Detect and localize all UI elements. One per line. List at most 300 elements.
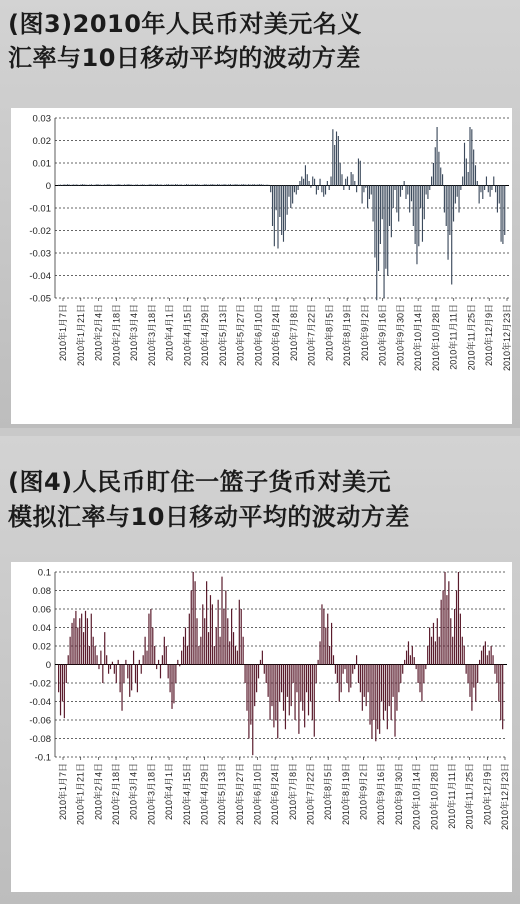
chart-1-bar bbox=[469, 127, 470, 186]
chart-1-bar bbox=[98, 184, 99, 185]
chart-2-bar bbox=[312, 665, 313, 721]
chart-2-bar bbox=[460, 614, 461, 665]
chart-2-bar bbox=[223, 609, 224, 665]
chart-1-bar bbox=[131, 185, 132, 186]
chart-2-bar bbox=[387, 665, 388, 730]
chart-1-bar bbox=[468, 172, 469, 186]
chart-1-bar bbox=[241, 184, 242, 185]
chart-1-x-tick-label: 2010年10月28日 bbox=[430, 304, 441, 372]
chart-1-bar bbox=[365, 186, 366, 188]
chart-1-bar bbox=[69, 185, 70, 186]
chart-1-bar bbox=[106, 185, 107, 186]
chart-2-bar bbox=[394, 665, 395, 737]
chart-1-bar bbox=[433, 163, 434, 186]
chart-2-bar bbox=[219, 637, 220, 665]
chart-1-bar bbox=[305, 165, 306, 185]
chart-2-bar bbox=[227, 618, 228, 664]
chart-1-bar bbox=[387, 186, 388, 276]
chart-2-bar bbox=[500, 665, 501, 721]
chart-2-bar bbox=[450, 618, 451, 664]
chart-2-bar bbox=[221, 577, 222, 665]
chart-1-bar bbox=[111, 185, 112, 186]
chart-1-bar bbox=[345, 179, 346, 186]
chart-1-bar bbox=[396, 186, 397, 213]
chart-1-bar bbox=[93, 185, 94, 186]
chart-1-bar bbox=[177, 184, 178, 185]
chart-2-bar bbox=[198, 646, 199, 665]
chart-2-bar bbox=[339, 665, 340, 702]
chart-1-bar bbox=[179, 185, 180, 186]
chart-2-bar bbox=[283, 665, 284, 711]
chart-1-bar bbox=[250, 185, 251, 186]
chart-1-bar bbox=[301, 177, 302, 186]
chart-2-bar bbox=[229, 641, 230, 664]
chart-2-bar bbox=[275, 665, 276, 721]
chart-1-bar bbox=[190, 185, 191, 186]
chart-1-bar bbox=[407, 186, 408, 195]
chart-1-bar bbox=[422, 186, 423, 242]
chart-1-x-tick-label: 2010年2月18日 bbox=[111, 304, 122, 367]
chart-2-bar bbox=[204, 618, 205, 664]
chart-1-bar bbox=[298, 186, 299, 191]
chart-1-bar bbox=[338, 136, 339, 186]
chart-2-bar bbox=[314, 665, 315, 737]
chart-1-bar bbox=[219, 184, 220, 185]
chart-2-bar bbox=[406, 651, 407, 665]
chart-2-bar bbox=[135, 665, 136, 684]
chart-1-x-tick-label: 2010年5月27日 bbox=[235, 304, 246, 367]
chart-2-bar bbox=[256, 665, 257, 693]
chart-2-bar bbox=[348, 665, 349, 693]
chart-1-svg bbox=[11, 108, 512, 424]
chart-2-bar bbox=[185, 628, 186, 665]
chart-2-bar bbox=[471, 665, 472, 711]
chart-2-bar bbox=[379, 665, 380, 734]
chart-1-x-tick-label: 2010年4月29日 bbox=[200, 304, 211, 367]
chart-1-bar bbox=[363, 186, 364, 193]
chart-1-y-tick-label: 0.02 bbox=[32, 136, 51, 147]
chart-1-bar bbox=[155, 184, 156, 185]
chart-1-bar bbox=[394, 186, 395, 191]
chart-2-bar bbox=[494, 665, 495, 674]
chart-1-bar bbox=[405, 186, 406, 200]
chart-2-bar bbox=[112, 662, 113, 665]
chart-2-bar bbox=[162, 655, 163, 664]
chart-1-bar bbox=[151, 184, 152, 185]
chart-2-bar bbox=[325, 628, 326, 665]
chart-1-bar bbox=[294, 186, 295, 193]
chart-2-bar bbox=[437, 618, 438, 664]
chart-1-bar bbox=[232, 185, 233, 186]
chart-2-bar bbox=[137, 665, 138, 693]
chart-2-bar bbox=[98, 665, 99, 670]
chart-1-bar bbox=[221, 185, 222, 186]
chart-2-bar bbox=[456, 591, 457, 665]
chart-1-bar bbox=[373, 186, 374, 222]
chart-2-bar bbox=[83, 632, 84, 664]
chart-1-bar bbox=[480, 186, 481, 193]
chart-2-bar bbox=[164, 637, 165, 665]
chart-1-x-tick-label: 2010年8月5日 bbox=[324, 304, 335, 362]
chart-2-bar bbox=[250, 665, 251, 725]
chart-2-y-tick-label: -0.04 bbox=[29, 697, 51, 708]
chart-1-bar bbox=[144, 185, 145, 186]
chart-1-bar bbox=[340, 163, 341, 186]
chart-1-bar bbox=[107, 184, 108, 185]
chart-2-bar bbox=[108, 665, 109, 674]
chart-2-x-tick-label: 2010年6月24日 bbox=[270, 763, 281, 826]
chart-2-bar bbox=[100, 651, 101, 665]
chart-2-bar bbox=[502, 665, 503, 730]
chart-1-bar bbox=[195, 184, 196, 185]
chart-2-bar bbox=[458, 572, 459, 665]
chart-1-bar bbox=[149, 184, 150, 185]
chart-2-bar bbox=[141, 665, 142, 674]
chart-2-bar bbox=[356, 655, 357, 664]
chart-2-bar bbox=[354, 665, 355, 670]
chart-1-bar bbox=[325, 186, 326, 195]
chart-2-bar bbox=[129, 665, 130, 697]
chart-1-bar bbox=[224, 184, 225, 185]
chart-2-bar bbox=[310, 665, 311, 702]
chart-1-bar bbox=[87, 185, 88, 186]
chart-2-bar bbox=[321, 604, 322, 664]
chart-2-bar bbox=[216, 628, 217, 665]
chart-1-bar bbox=[356, 186, 357, 193]
chart-2-bar bbox=[464, 646, 465, 665]
chart-2-bar bbox=[498, 665, 499, 702]
chart-1-bar bbox=[188, 184, 189, 185]
chart-2-bar bbox=[194, 581, 195, 664]
chart-2-bar bbox=[319, 641, 320, 664]
chart-1-bar bbox=[73, 184, 74, 185]
chart-2-bar bbox=[123, 665, 124, 684]
chart-2-y-tick-label: -0.08 bbox=[29, 734, 51, 745]
chart-2-bar bbox=[492, 655, 493, 664]
chart-2-bar bbox=[233, 632, 234, 664]
chart-2-bar bbox=[291, 665, 292, 707]
chart-1-bar bbox=[102, 185, 103, 186]
chart-1-bar bbox=[85, 185, 86, 186]
chart-1-bar bbox=[299, 181, 300, 186]
chart-1-bar bbox=[133, 185, 134, 186]
chart-1-bar bbox=[168, 184, 169, 185]
chart-1-bar bbox=[435, 147, 436, 185]
chart-1-bar bbox=[479, 186, 480, 204]
chart-2-x-tick-label: 2010年1月21日 bbox=[75, 763, 86, 826]
chart-1-bar bbox=[413, 186, 414, 227]
chart-2-bar bbox=[368, 665, 369, 693]
chart-2-bar bbox=[398, 665, 399, 693]
chart-1-bar bbox=[374, 186, 375, 258]
chart-2-bar bbox=[193, 572, 194, 665]
chart-2-x-tick-label: 2010年11月25日 bbox=[464, 763, 475, 830]
chart-1-bar bbox=[323, 186, 324, 197]
chart-2-bar bbox=[304, 665, 305, 728]
chart-2-y-tick-label: 0.08 bbox=[32, 586, 51, 597]
chart-1-x-tick-label: 2010年2月4日 bbox=[93, 304, 104, 362]
chart-1-bar bbox=[484, 186, 485, 191]
chart-2-bar bbox=[168, 665, 169, 679]
chart-2-bar bbox=[212, 604, 213, 664]
chart-2-bar bbox=[439, 637, 440, 665]
chart-2-bar bbox=[358, 665, 359, 684]
chart-2-bar bbox=[373, 665, 374, 721]
chart-1-bar bbox=[182, 185, 183, 186]
chart-2-bar bbox=[225, 591, 226, 665]
chart-1-bar bbox=[380, 186, 381, 245]
chart-1-x-tick-label: 2010年7月8日 bbox=[288, 304, 299, 362]
chart-2-y-tick-label: -0.02 bbox=[29, 678, 51, 690]
chart-2-bar bbox=[214, 646, 215, 665]
chart-1-x-tick-label: 2010年4月1日 bbox=[164, 304, 175, 362]
chart-1-bar bbox=[296, 186, 297, 195]
chart-1-bar bbox=[237, 184, 238, 185]
chart-2-bar bbox=[145, 637, 146, 665]
chart-2-bar bbox=[246, 665, 247, 711]
chart-1-x-tick-label: 2010年3月18日 bbox=[146, 304, 157, 367]
chart-2-bar bbox=[200, 637, 201, 665]
chart-1-bar bbox=[265, 185, 266, 186]
chart-2-svg bbox=[11, 562, 512, 892]
chart-1-bar bbox=[279, 186, 280, 218]
chart-2-bar bbox=[473, 665, 474, 688]
chart-1-bar bbox=[162, 185, 163, 186]
chart-1-x-tick-label: 2010年6月10日 bbox=[253, 304, 264, 367]
chart-1-bar bbox=[129, 184, 130, 185]
chart-2-bar bbox=[177, 660, 178, 665]
chart-1-bar bbox=[104, 184, 105, 185]
chart-1-bar bbox=[495, 186, 496, 193]
chart-1-bar bbox=[471, 129, 472, 185]
chart-1-bar bbox=[444, 186, 445, 213]
chart-1-bar bbox=[334, 145, 335, 186]
chart-1-bar bbox=[62, 185, 63, 186]
chart-2-bar bbox=[158, 660, 159, 665]
chart-1-bar bbox=[252, 184, 253, 185]
chart-1-title-line-1: (图3)2010年人民币对美元名义 bbox=[8, 10, 362, 38]
chart-2-y-tick-label: 0.04 bbox=[32, 623, 51, 634]
chart-2-bar bbox=[70, 637, 71, 665]
chart-2-bar bbox=[91, 614, 92, 665]
chart-2-bar bbox=[412, 646, 413, 665]
chart-1-bar bbox=[427, 186, 428, 200]
chart-2-bar bbox=[106, 655, 107, 664]
chart-1-bar bbox=[109, 184, 110, 185]
chart-2-bar bbox=[252, 665, 253, 756]
chart-1-x-tick-label: 2010年1月21日 bbox=[75, 304, 86, 367]
chart-2-x-tick-label: 2010年2月18日 bbox=[111, 763, 122, 826]
chart-2-bar bbox=[364, 665, 365, 697]
chart-1-bar bbox=[76, 184, 77, 185]
chart-1-bar bbox=[234, 184, 235, 185]
chart-1-x-tick-label: 2010年3月4日 bbox=[129, 304, 140, 362]
chart-1-bar bbox=[369, 186, 370, 200]
chart-2-x-tick-label: 2010年9月16日 bbox=[376, 763, 387, 826]
chart-1-bar bbox=[382, 186, 383, 220]
chart-2-bar bbox=[277, 665, 278, 739]
chart-2-bar bbox=[371, 665, 372, 739]
chart-2-bar bbox=[239, 600, 240, 665]
chart-2-x-tick-label: 2010年9月2日 bbox=[358, 763, 369, 821]
chart-1-bar bbox=[449, 186, 450, 236]
chart-1-y-tick-label: -0.05 bbox=[29, 293, 51, 305]
chart-1-bar bbox=[330, 177, 331, 186]
chart-1-y-tick-label: 0.03 bbox=[32, 113, 51, 125]
chart-1-bar bbox=[91, 184, 92, 185]
chart-2-bar bbox=[125, 660, 126, 665]
chart-2-bar bbox=[96, 655, 97, 664]
chart-1-bar bbox=[170, 185, 171, 186]
chart-1-bar bbox=[82, 184, 83, 185]
chart-1-bar bbox=[138, 185, 139, 186]
chart-1-bar bbox=[239, 185, 240, 186]
chart-2-bar bbox=[344, 665, 345, 670]
chart-2-bar bbox=[293, 665, 294, 684]
chart-1-bar bbox=[358, 159, 359, 186]
chart-1-bar bbox=[184, 185, 185, 186]
chart-2-bar bbox=[79, 618, 80, 664]
chart-1-bar bbox=[349, 186, 350, 191]
chart-1-bar bbox=[157, 184, 158, 185]
chart-2-bar bbox=[89, 646, 90, 665]
chart-1-bar bbox=[100, 185, 101, 186]
chart-2-bar bbox=[210, 595, 211, 664]
chart-1-bar bbox=[491, 186, 492, 191]
chart-1-bar bbox=[343, 186, 344, 191]
chart-1-bar bbox=[146, 185, 147, 186]
chart-2-bar bbox=[479, 660, 480, 665]
chart-2-bar bbox=[156, 665, 157, 670]
chart-2-bar bbox=[218, 600, 219, 665]
chart-1-bar bbox=[462, 177, 463, 186]
chart-1-bar bbox=[71, 185, 72, 186]
chart-1-x-tick-label: 2010年11月11日 bbox=[448, 304, 459, 370]
chart-2-bar bbox=[71, 623, 72, 665]
chart-1-bar bbox=[393, 186, 394, 209]
chart-1-bar bbox=[226, 185, 227, 186]
chart-1-bar bbox=[84, 184, 85, 185]
chart-1-bar bbox=[309, 181, 310, 186]
chart-1-bar bbox=[360, 161, 361, 186]
chart-2-y-tick-label: 0.1 bbox=[37, 567, 51, 579]
chart-2-bar bbox=[146, 651, 147, 665]
chart-1-bar bbox=[217, 184, 218, 185]
chart-2-bar bbox=[294, 665, 295, 721]
chart-1-x-tick-label: 2010年9月2日 bbox=[359, 304, 370, 362]
chart-1-bar bbox=[272, 186, 273, 227]
chart-1-bar bbox=[160, 184, 161, 185]
chart-2-bar bbox=[452, 637, 453, 665]
chart-2-bar bbox=[87, 618, 88, 664]
chart-2-bar bbox=[262, 651, 263, 665]
chart-2-bar bbox=[208, 632, 209, 664]
chart-2-bar bbox=[287, 665, 288, 697]
chart-1-bar bbox=[164, 185, 165, 186]
chart-1-bar bbox=[95, 185, 96, 186]
chart-2-x-tick-label: 2010年10月14日 bbox=[411, 763, 422, 831]
chart-2-bar bbox=[154, 646, 155, 665]
chart-2-bar bbox=[104, 632, 105, 664]
chart-1-bar bbox=[124, 184, 125, 185]
chart-2-bar bbox=[266, 665, 267, 684]
chart-1-bar bbox=[352, 174, 353, 185]
chart-1-bar bbox=[126, 185, 127, 186]
chart-2-y-tick-label: -0.06 bbox=[29, 715, 51, 727]
chart-2-bar bbox=[300, 665, 301, 702]
chart-1-bar bbox=[341, 174, 342, 185]
chart-1-bar bbox=[411, 186, 412, 202]
chart-2-bar bbox=[441, 600, 442, 665]
chart-1-bar bbox=[204, 184, 205, 185]
chart-2-bar bbox=[496, 665, 497, 684]
chart-2-bar bbox=[306, 665, 307, 693]
chart-1-bar bbox=[316, 186, 317, 195]
chart-2-bar bbox=[170, 665, 171, 693]
chart-2-bar bbox=[341, 665, 342, 693]
chart-2-x-tick-label: 2010年3月4日 bbox=[128, 763, 139, 821]
chart-1-bar bbox=[186, 184, 187, 185]
chart-1-bar bbox=[122, 185, 123, 186]
chart-2-bar bbox=[489, 651, 490, 665]
chart-1-bar bbox=[181, 184, 182, 185]
chart-2-bar bbox=[114, 665, 115, 674]
chart-1-x-tick-label: 2010年1月7日 bbox=[58, 304, 68, 362]
chart-2-bar bbox=[77, 628, 78, 665]
chart-1-x-tick-label: 2010年6月24日 bbox=[271, 304, 282, 367]
chart-1-title-line-2: 汇率与10日移动平均的波动方差 bbox=[8, 44, 361, 72]
chart-2-bar bbox=[258, 665, 259, 679]
chart-1-x-tick-label: 2010年12月9日 bbox=[484, 304, 495, 367]
chart-1-bar bbox=[213, 184, 214, 185]
chart-2-bar bbox=[121, 665, 122, 711]
chart-1-bar bbox=[321, 186, 322, 193]
chart-2-bar bbox=[296, 665, 297, 693]
chart-1-bar bbox=[74, 185, 75, 186]
chart-2-bar bbox=[118, 660, 119, 665]
chart-1-bar bbox=[58, 185, 59, 186]
chart-1-x-tick-label: 2010年7月22日 bbox=[306, 304, 317, 367]
chart-2-bar bbox=[289, 665, 290, 716]
chart-1-bar bbox=[113, 185, 114, 186]
chart-1-bar bbox=[245, 184, 246, 185]
chart-2-bar bbox=[425, 665, 426, 670]
chart-2-bar bbox=[444, 572, 445, 665]
chart-2-bar bbox=[189, 614, 190, 665]
chart-1-bar bbox=[215, 185, 216, 186]
chart-2-x-tick-label: 2010年9月30日 bbox=[393, 763, 404, 826]
chart-1-bar bbox=[398, 186, 399, 222]
chart-1-bar bbox=[385, 186, 386, 269]
chart-2-bar bbox=[81, 614, 82, 665]
chart-2-bar bbox=[166, 646, 167, 665]
chart-2-bar bbox=[377, 665, 378, 730]
chart-2-bar bbox=[391, 665, 392, 721]
chart-2-bar bbox=[442, 591, 443, 665]
chart-1-x-tick-label: 2010年11月25日 bbox=[466, 303, 477, 371]
chart-2-bar bbox=[483, 646, 484, 665]
chart-1-bar bbox=[135, 185, 136, 186]
chart-1-bar bbox=[347, 177, 348, 186]
chart-2-bar bbox=[254, 665, 255, 707]
chart-1-bar bbox=[312, 177, 313, 186]
chart-1-bar bbox=[482, 186, 483, 200]
chart-2-bar bbox=[429, 628, 430, 665]
chart-1-bar bbox=[283, 186, 284, 242]
chart-1-bar bbox=[261, 184, 262, 185]
chart-2-bar bbox=[481, 651, 482, 665]
chart-2-bar bbox=[110, 665, 111, 670]
